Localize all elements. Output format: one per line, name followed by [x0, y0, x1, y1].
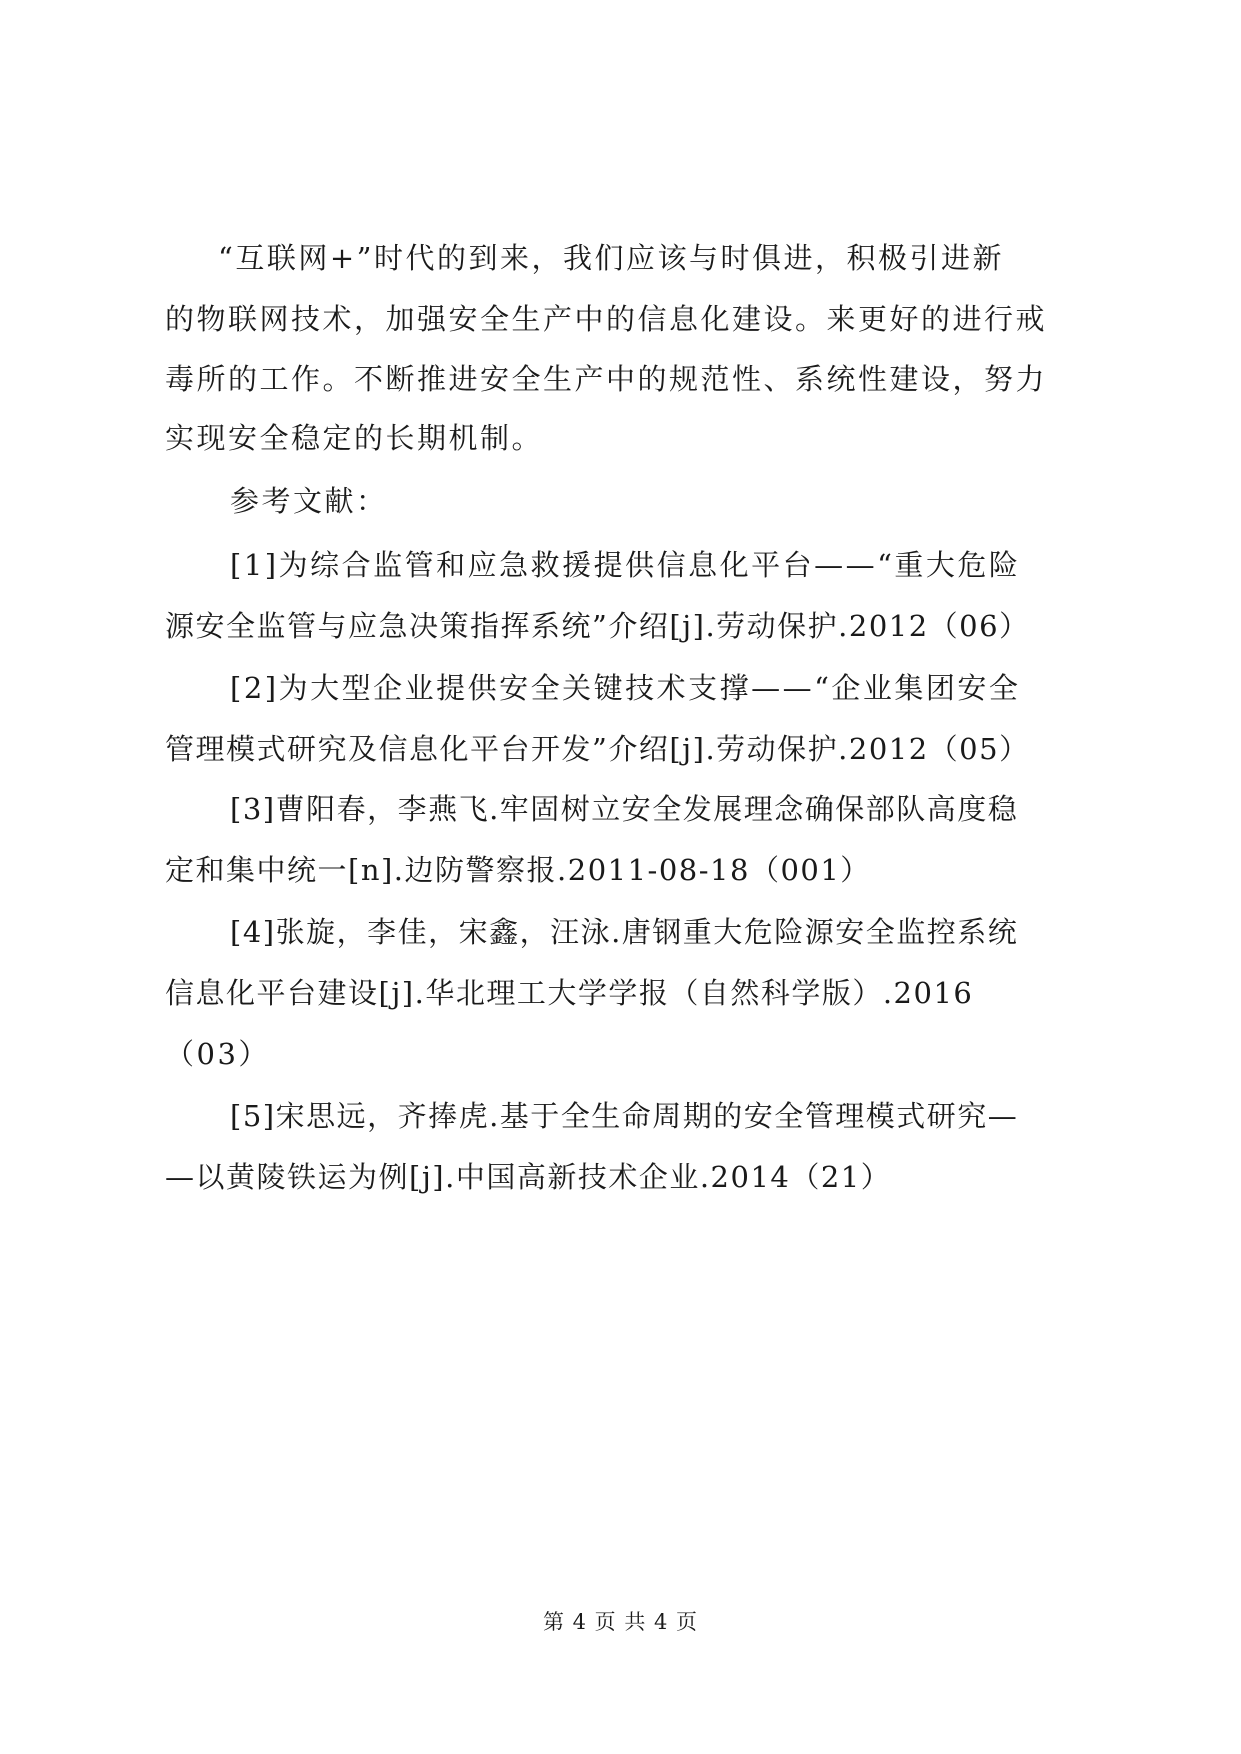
reference-item: 管理模式研究及信息化平台开发”介绍[j].劳动保护.2012（05）: [165, 732, 1030, 766]
reference-item: [4]张旋，李佳，宋鑫，汪泳.唐钢重大危险源安全监控系统: [230, 915, 1019, 949]
references-heading: 参考文献：: [230, 484, 388, 518]
reference-item: 源安全监管与应急决策指挥系统”介绍[j].劳动保护.2012（06）: [165, 609, 1030, 643]
paragraph-line: “互联网+”时代的到来，我们应该与时俱进，积极引进新: [218, 241, 1004, 275]
paragraph-line: 实现安全稳定的长期机制。: [165, 421, 544, 455]
reference-item: —以黄陵铁运为例[j].中国高新技术企业.2014（21）: [165, 1160, 892, 1194]
reference-item: [5]宋思远，齐捧虎.基于全生命周期的安全管理模式研究—: [230, 1099, 1019, 1133]
paragraph-line: 的物联网技术，加强安全生产中的信息化建设。来更好的进行戒: [165, 302, 1048, 336]
reference-item: （03）: [165, 1037, 270, 1071]
reference-item: [2]为大型企业提供安全关键技术支撑——“企业集团安全: [230, 671, 1021, 705]
page-number-footer: 第 4 页 共 4 页: [542, 1610, 699, 1634]
reference-item: [3]曹阳春，李燕飞.牢固树立安全发展理念确保部队高度稳: [230, 792, 1019, 826]
reference-item: 信息化平台建设[j].华北理工大学学报（自然科学版）.2016: [165, 976, 974, 1010]
reference-item: 定和集中统一[n].边防警察报.2011-08-18（001）: [165, 853, 871, 887]
reference-item: [1]为综合监管和应急救援提供信息化平台——“重大危险: [230, 548, 1021, 582]
paragraph-line: 毒所的工作。不断推进安全生产中的规范性、系统性建设，努力: [165, 362, 1048, 396]
